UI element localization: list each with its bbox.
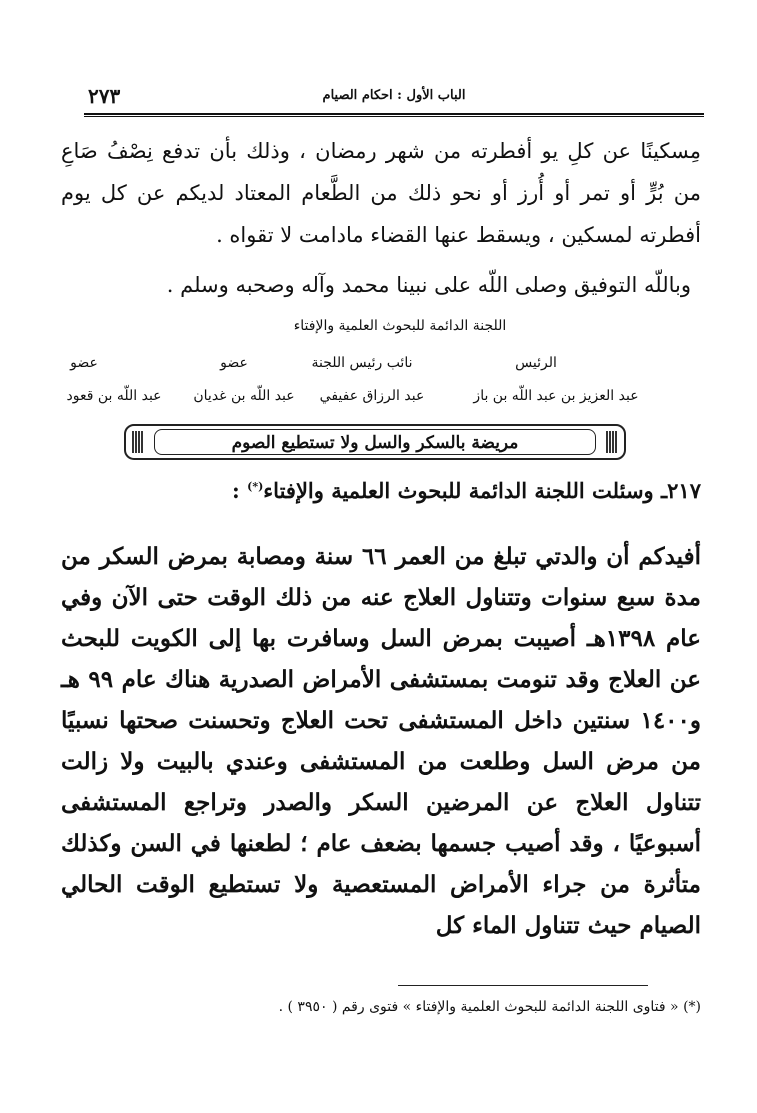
section-banner — [124, 424, 626, 460]
question-heading-text: ٢١٧ـ وسئلت اللجنة الدائمة للبحوث العلمية والإفتاء — [263, 478, 701, 503]
member-role: نائب رئيس اللجنة — [311, 355, 413, 371]
banner-ornament — [132, 431, 144, 453]
closing-prayer: وباللّه التوفيق وصلى اللّه على نبينا محمد وآله وصحبه وسلم . — [166, 273, 691, 297]
header-divider — [84, 113, 704, 117]
section-title: مريضة بالسكر والسل ولا تستطيع الصوم — [154, 429, 596, 455]
committee-name: اللجنة الدائمة للبحوث العلمية والإفتاء — [293, 318, 507, 334]
question-heading-suffix: : — [232, 478, 248, 503]
question-heading — [56, 478, 701, 503]
previous-answer-text: مِسكينًا عن كلِ يو أفطرته من شهر رمضان ، وذلك بأن تدفع نِصْفُ صَاعِ من بُرٍّ أو تمر أو أُرز أو نحو ذلك من الطَّعام المعتاد لديكم عن كل يوم أفطرته لمسكين ، ويسقط عنها القضاء مادامت لا تقواه . — [61, 139, 701, 247]
banner-ornament — [606, 431, 618, 453]
committee-roles-row — [56, 355, 701, 381]
member-name: عبد الرزاق عفيفي — [319, 388, 425, 404]
member-name: عبد اللّه بن قعود — [66, 388, 162, 404]
question-body: أفيدكم أن والدتي تبلغ من العمر ٦٦ سنة ومصابة بمرض السكر من مدة سبع سنوات وتتناول العلاج عنه من ذلك الوقت حتى الآن وفي عام ١٣٩٨هـ أصيبت بمرض السل وسافرت بها إلى الكويت للبحث عن العلاج وقد تنومت بمستشفى الأمراض الصدرية هناك عام ٩٩ هـ و١٤٠٠ سنتين داخل المستشفى تحت العلاج وتحسنت صحتها نسبيًا من مرض السل وطلعت من المستشفى وعندي بالبيت ولا زالت تتناول العلاج عن المرضين السكر والصدر وتراجع المستشفى أسبوعيًا ، وقد أصيب جسمها بضعف عام ؛ لطعنها في السن وكذلك متأثرة من جراء الأمراض المستعصية ولا تستطيع الوقت الحالي الصيام حيث تتناول الماء كل — [61, 543, 701, 939]
running-title: الباب الأول : احكام الصيام — [322, 88, 466, 103]
member-role: الرئيس — [515, 355, 557, 371]
page-header — [84, 84, 704, 114]
member-name: عبد اللّه بن غديان — [193, 388, 295, 404]
page-number: ٢٧٣ — [88, 84, 121, 108]
committee-names-row — [56, 388, 701, 414]
member-name: عبد العزيز بن عبد اللّه بن باز — [473, 388, 639, 404]
member-role: عضو — [220, 355, 248, 371]
footnote: (*) « فتاوى اللجنة الدائمة للبحوث العلمية والإفتاء » فتوى رقم ( ٣٩٥٠ ) . — [278, 999, 701, 1015]
member-role: عضو — [70, 355, 98, 371]
footnote-divider — [398, 985, 648, 986]
footnote-marker: (*) — [247, 480, 264, 493]
